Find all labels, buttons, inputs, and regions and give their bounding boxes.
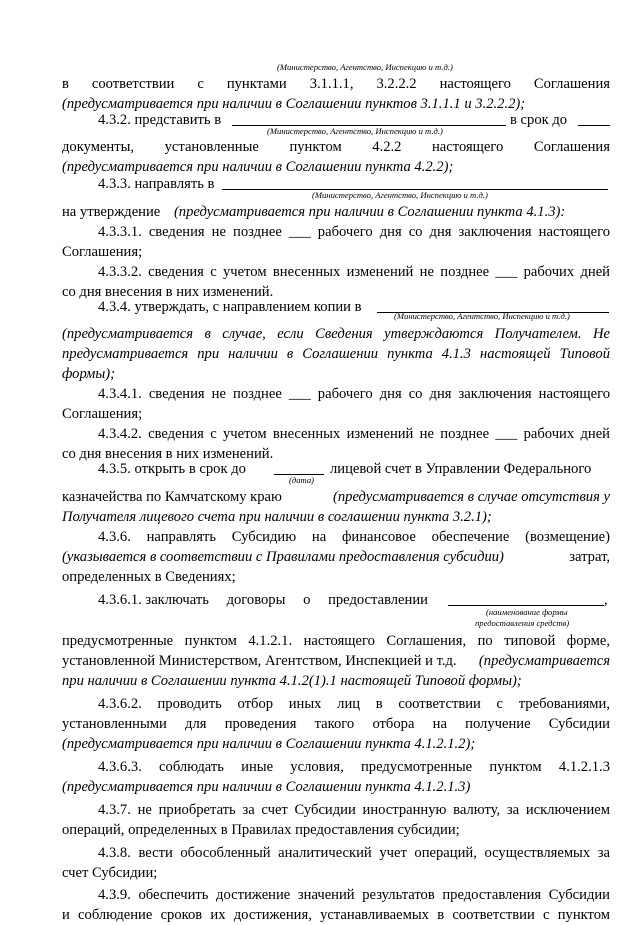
- text-line: (предусматривается при наличии в Соглашении пункта 4.1.2.1.3): [62, 779, 471, 795]
- text: на утверждение: [62, 204, 161, 220]
- caption-form: (наименование формы: [486, 607, 568, 617]
- text-line: 4.3.4.1. сведения не позднее ___ рабочего дня со дня заключения настоящего: [98, 386, 610, 402]
- text-line: счет Субсидии;: [62, 865, 158, 881]
- note: (предусматривается: [478, 653, 610, 669]
- text-line: 4.3.9. обеспечить достижение значений результатов предоставления Субсидии: [98, 887, 610, 903]
- caption-form: предоставления средств): [475, 618, 570, 628]
- text: затрат,: [569, 549, 610, 565]
- text-line: [62, 74, 610, 94]
- text-line: Соглашения;: [62, 244, 143, 260]
- text-line: (предусматривается при наличии в Соглашении пункта 4.2.2);: [62, 159, 454, 175]
- word: соответствии: [91, 76, 175, 92]
- caption-ministry: (Министерство, Агентство, Инспекцию и т.д.): [277, 62, 453, 72]
- text-line: 4.3.3.2. сведения с учетом внесенных изменений не позднее ___ рабочих дней: [98, 264, 610, 280]
- text-line: [98, 590, 428, 610]
- fill-in-line: [448, 605, 604, 606]
- clause-text: 4.3.2. представить в: [98, 112, 222, 128]
- note: (предусматривается в случае отсутствия у: [332, 489, 610, 505]
- text-line: при наличии в Соглашении пункта 4.1.2(1).1 настоящей Типовой формы);: [62, 673, 522, 689]
- text-line: операций, определенных в Правилах предоставления субсидии;: [62, 822, 460, 838]
- text-line: 4.3.3.1. сведения не позднее ___ рабочего дня со дня заключения настоящего: [98, 224, 610, 240]
- text-line: (предусматривается в случае, если Сведения утверждаются Получателем. Не: [62, 326, 610, 342]
- word: документы,: [62, 139, 135, 155]
- word: 3.2.2.2: [376, 76, 417, 92]
- text-line: 4.3.6.2. проводить отбор иных лиц в соответствии с требованиями,: [98, 696, 610, 712]
- word: договоры: [226, 592, 286, 608]
- word: пунктами: [226, 76, 287, 92]
- text-line: предусматривается при наличии в Соглашении пункта 4.1.3 настоящей Типовой: [62, 346, 610, 362]
- word: настоящего: [432, 139, 504, 155]
- text-line: [62, 651, 610, 671]
- word: Соглашения: [533, 139, 610, 155]
- text-line: Соглашения;: [62, 406, 143, 422]
- text-line: (предусматривается при наличии в Соглашении пункта 4.1.2.1.2);: [62, 736, 476, 752]
- text-line: 4.3.8. вести обособленный аналитический учет операций, осуществляемых за: [98, 845, 610, 861]
- text-line: 4.3.7. не приобретать за счет Субсидии иностранную валюту, за исключением: [98, 802, 610, 818]
- clause-text: 4.3.5. открыть в срок до: [98, 461, 246, 477]
- text-line: [62, 202, 610, 222]
- text-line: 4.3.6. направлять Субсидию на финансовое обеспечение (возмещение): [98, 529, 610, 545]
- text-line: в срок до: [510, 112, 568, 128]
- text-line: установленными для проведения такого отбора на получение Субсидии: [62, 716, 610, 732]
- word: пунктом: [289, 139, 342, 155]
- word: установленные: [164, 139, 259, 155]
- word: настоящего: [439, 76, 511, 92]
- word: 4.2.2: [372, 139, 402, 155]
- text-line: и соблюдение сроков их достижения, устанавливаемых в соответствии с пунктом: [62, 907, 610, 923]
- text-line: [62, 487, 610, 507]
- text-line: формы);: [62, 366, 115, 382]
- fill-in-line: [578, 125, 610, 126]
- clause-text: 4.3.3. направлять в: [98, 176, 215, 192]
- word: предоставлении: [328, 592, 428, 608]
- word: в: [62, 76, 69, 92]
- text: казначейства по Камчатскому краю: [62, 489, 282, 505]
- text-line: определенных в Сведениях;: [62, 569, 236, 585]
- text-line: 4.3.6.3. соблюдать иные условия, предусмотренные пунктом 4.1.2.1.3: [98, 759, 610, 775]
- caption-ministry: (Министерство, Агентство, Инспекцию и т.д.): [312, 190, 488, 200]
- caption-ministry: (Министерство, Агентство, Инспекцию и т.д.): [267, 126, 443, 136]
- caption-date: (дата): [289, 475, 314, 485]
- note: (указывается в соответствии с Правилами предоставления субсидии): [62, 549, 504, 565]
- word: 3.1.1.1,: [309, 76, 354, 92]
- word: 4.3.6.1. заключать: [98, 592, 209, 608]
- text-line: со дня внесения в них изменений.: [62, 446, 274, 462]
- text: установленной Министерством, Агентством, Инспекцией и т.д.: [62, 653, 457, 669]
- text-line: лицевой счет в Управлении Федерального: [330, 461, 592, 477]
- clause-text: 4.3.4. утверждать, с направлением копии в: [98, 299, 362, 315]
- word: с: [197, 76, 204, 92]
- note: (предусматривается при наличии в Соглашении пункта 4.1.3):: [173, 204, 566, 220]
- text-line: [62, 547, 610, 567]
- text-line: [62, 137, 610, 157]
- text-line: ,: [604, 592, 608, 608]
- text-line: со дня внесения в них изменений.: [62, 284, 274, 300]
- text-line: Получателя лицевого счета при наличии в соглашении пункта 3.2.1);: [62, 509, 492, 525]
- word: о: [303, 592, 311, 608]
- caption-ministry: (Министерство, Агентство, Инспекцию и т.д.): [394, 311, 570, 321]
- text-line: 4.3.4.2. сведения с учетом внесенных изменений не позднее ___ рабочих дней: [98, 426, 610, 442]
- text-line: (предусматривается при наличии в Соглашении пунктов 3.1.1.1 и 3.2.2.2);: [62, 96, 526, 112]
- text-line: предусмотренные пунктом 4.1.2.1. настоящего Соглашения, по типовой форме,: [62, 633, 610, 649]
- word: Соглашения: [533, 76, 610, 92]
